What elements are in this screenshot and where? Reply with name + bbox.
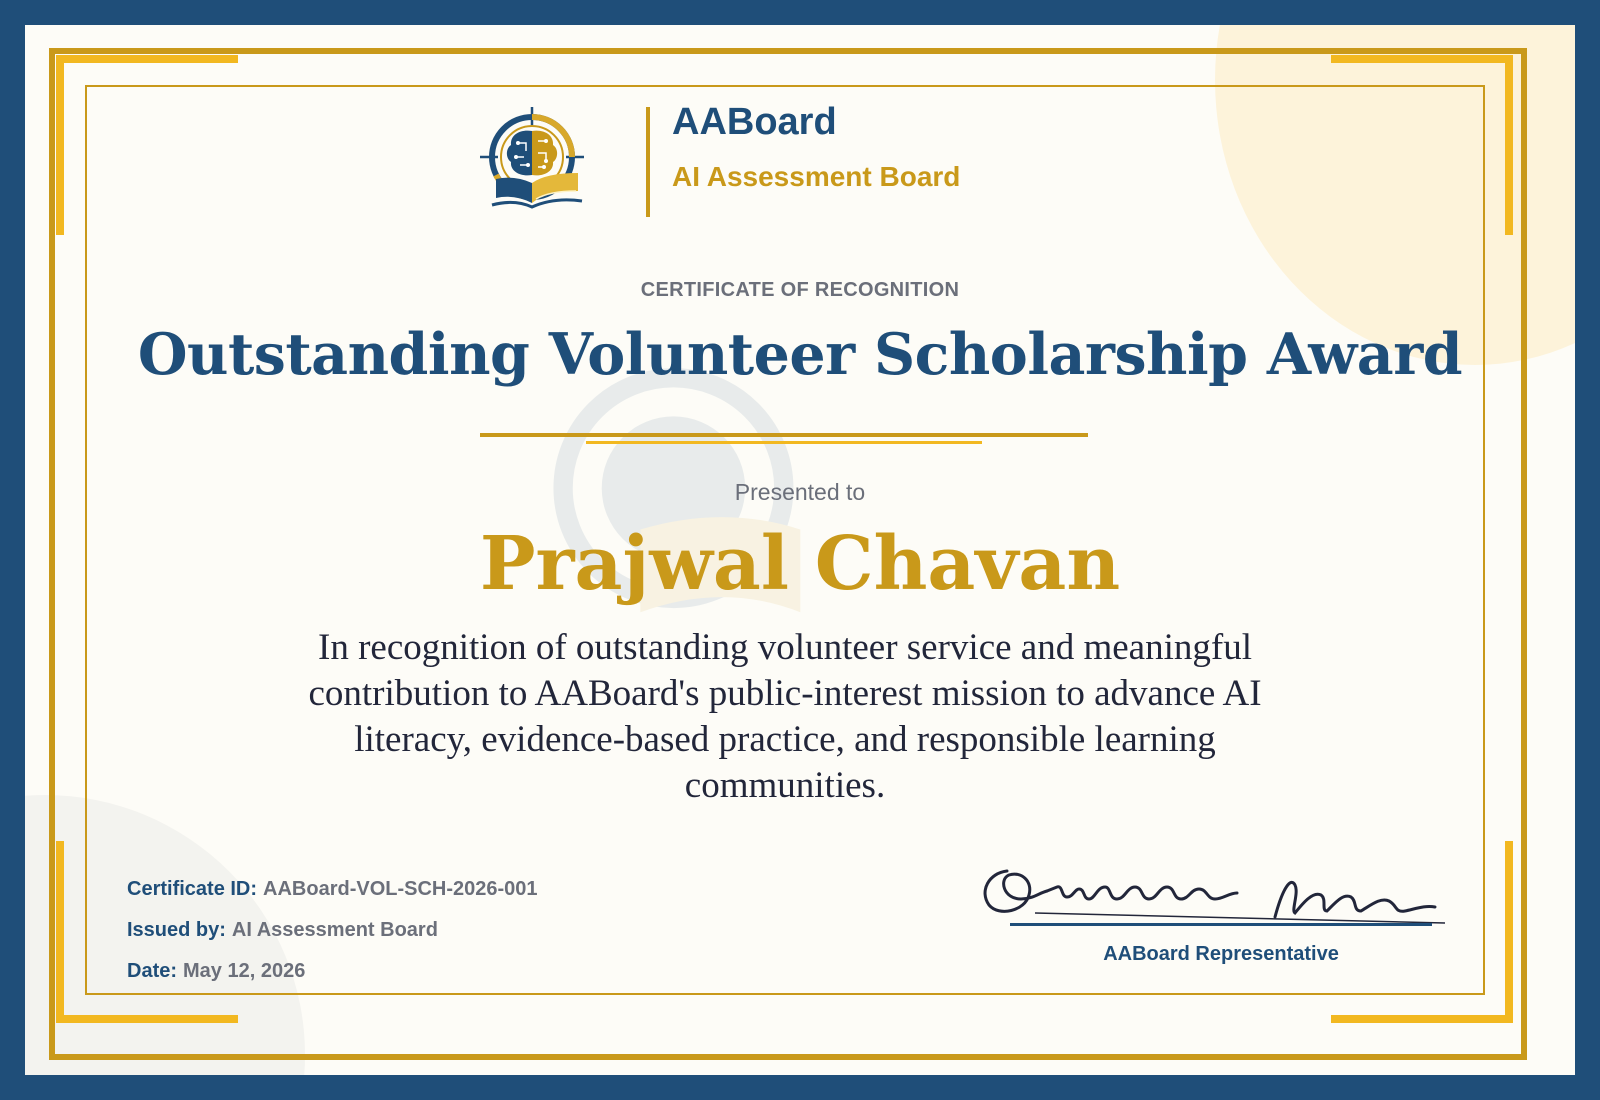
recipient-name: Prajwal Chavan xyxy=(479,521,1121,607)
presented-to-label: Presented to xyxy=(734,479,866,505)
issued-by-row xyxy=(127,919,438,942)
title-underline-primary xyxy=(480,433,1088,437)
date-row xyxy=(127,960,305,983)
issued-by-value: AI Assessment Board xyxy=(231,919,438,941)
corner-accent-top-right-h xyxy=(1331,55,1513,63)
corner-accent-bottom-right-h xyxy=(1331,1015,1513,1023)
date-value: May 12, 2026 xyxy=(183,960,306,982)
corner-accent-bottom-left-v xyxy=(56,841,64,1023)
brand-subtitle: AI Assessment Board xyxy=(672,161,961,192)
title-underline-secondary xyxy=(586,441,982,444)
certificate-id-row xyxy=(127,878,538,901)
issued-by-label: Issued by: xyxy=(127,919,226,941)
certificate-sheet xyxy=(25,25,1575,1075)
handwritten-signature-icon xyxy=(975,847,1455,929)
corner-accent-bottom-left-h xyxy=(56,1015,238,1023)
award-title: Outstanding Volunteer Scholarship Award xyxy=(137,321,1463,388)
corner-accent-top-right-v xyxy=(1505,55,1513,235)
date-label: Date: xyxy=(127,960,178,982)
corner-accent-top-left-h xyxy=(56,55,238,63)
corner-accent-bottom-right-v xyxy=(1505,841,1513,1023)
certificate-id-value: AABoard-VOL-SCH-2026-001 xyxy=(263,878,538,900)
signature-line xyxy=(1010,923,1432,926)
certificate-id-label: Certificate ID: xyxy=(127,878,258,900)
certificate-type: CERTIFICATE OF RECOGNITION xyxy=(640,279,960,301)
citation-text: In recognition of outstanding volunteer service and meaningful contribution to AABoard's public-interest mission to advance AI literacy, evidence-based practice, and responsible learning communities. xyxy=(308,627,1262,806)
brand-name: AABoard xyxy=(672,101,837,143)
brain-target-book-logo-icon xyxy=(480,107,625,212)
corner-accent-top-left-v xyxy=(56,55,64,235)
brand-divider xyxy=(646,107,650,217)
signature-label: AABoard Representative xyxy=(1103,943,1339,965)
